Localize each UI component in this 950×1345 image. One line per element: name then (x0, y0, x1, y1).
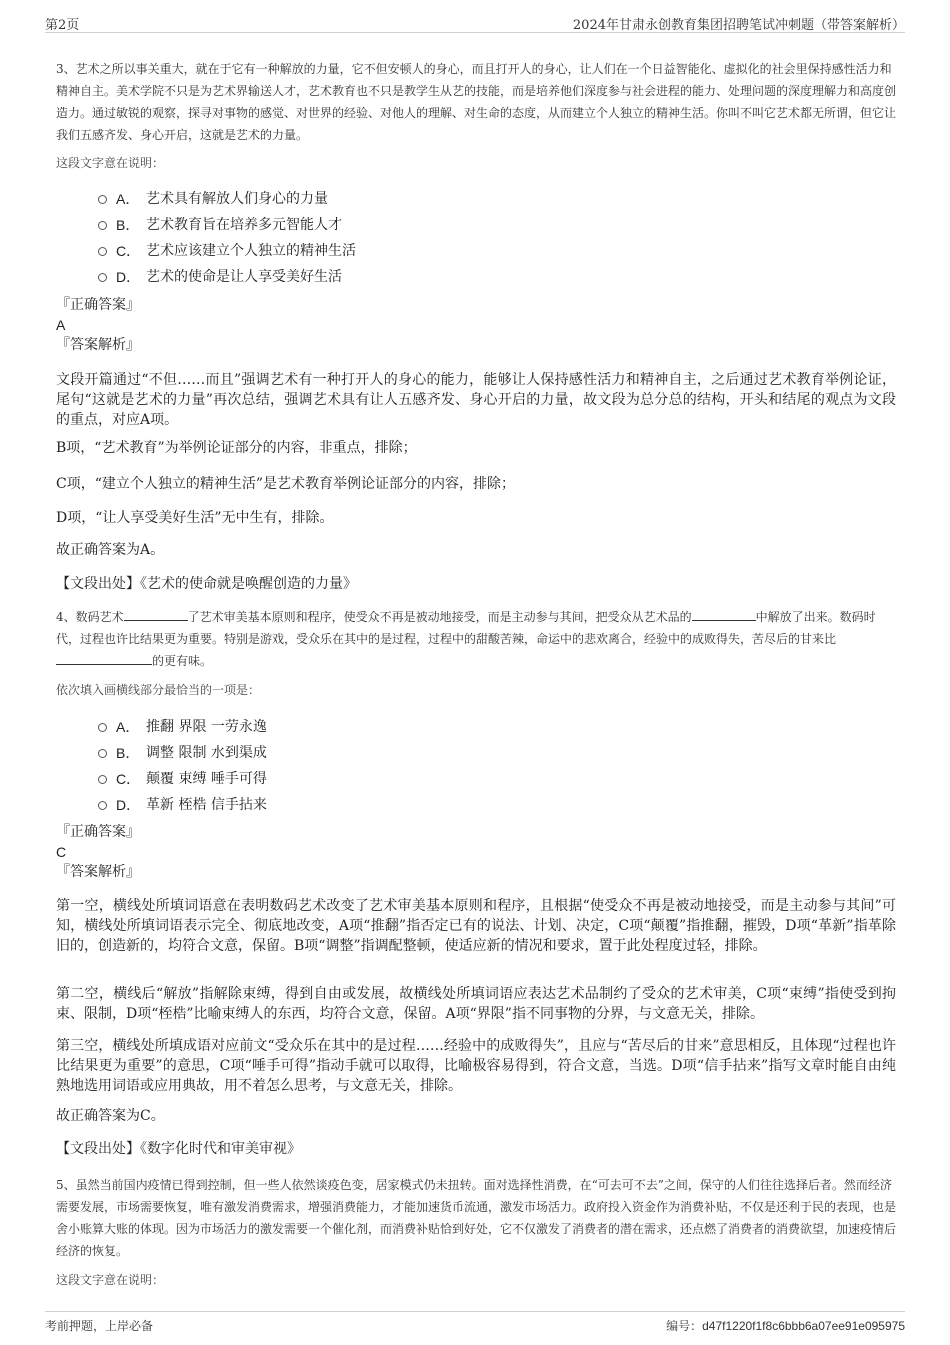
radio-button[interactable] (98, 273, 107, 282)
question-3-text: 3、艺术之所以事关重大，就在于它有一种解放的力量，它不但安顿人的身心，而且打开人的身心，让人们在一个日益智能化、虚拟化的社会里保持感性活力和精神自主。美术学院不只是为艺术界输送人才，艺术教育也不只是教学生从艺的技能，而是培养他们深度参与社会进程的能力、处理问题的深度理解力和高度创造力。通过敏锐的观察，探寻对事物的感觉、对世界的经验、对他人的理解、对生命的态度，从而建立个人独立的精神生活。你叫不叫它艺术都无所谓，但它让我们五感齐发、身心开启，这就是艺术的力量。 (56, 62, 897, 142)
question-3-analysis (56, 370, 896, 430)
radio-button[interactable] (98, 775, 107, 784)
source-citation: 【文段出处】《艺术的使命就是唤醒创造的力量》 (56, 576, 357, 592)
option-c[interactable]: C． 艺术应该建立个人独立的精神生活 (56, 238, 896, 264)
question-5-text: 5、虽然当前国内疫情已得到控制，但一些人依然谈疫色变，居家模式仍未扭转。面对选择性消费，在“可去可不去”之间，保守的人们往往选择后者。然而经济需要发展，市场需要恢复，唯有激发消费需求，增强消费能力，才能加速货币流通，激发市场活力。政府投入资金作为消费补贴，不仅是还利于民的表现，也是舍小账算大账的体现。因为市场活力的激发需要一个催化剂，而消费补贴恰到好处，它不仅激发了消费者的潜在需求，还点燃了消费者的消费欲望，加速疫情后经济的恢复。 (56, 1178, 897, 1258)
analysis-line-b (56, 438, 896, 458)
option-c[interactable]: C． 颠覆 束缚 唾手可得 (56, 766, 896, 792)
analysis-paragraph: 文段开篇通过“不但……而且”强调艺术有一种打开人的身心的能力，能够让人保持感性活力和精神自主，之后通过艺术教育举例论证，尾句“这就是艺术的力量”再次总结，强调艺术具有让人五感齐发、身心开启的力量，故文段为总分总的结构，开头和结尾的观点为文段的重点，对应A项。 (56, 372, 896, 428)
document-code: 编号：d47f1220f1f8c6bbb6a07ee91e095975 (666, 1319, 905, 1333)
footer-slogan: 考前押题，上岸必备 (45, 1319, 154, 1333)
option-b[interactable]: B． 艺术教育旨在培养多元智能人才 (56, 212, 896, 238)
radio-button[interactable] (98, 723, 107, 732)
question-4-conclusion (56, 1106, 896, 1126)
analysis-line-c (56, 474, 896, 494)
question-4-text: 4、数码艺术 了艺术审美基本原则和程序，使受众不再是被动地接受，而是主动参与其间，把受众从艺术品的 中解放了出来。数码时代，过程也许比结果更为重要。特别是游戏，受众乐在其中的是过程，过程中的甜酸苦辣，命运中的悲欢离合，经验中的成败得失，苦尽后的甘来比的更有味。 (56, 606, 896, 672)
question-4-analysis-3 (56, 1036, 896, 1096)
question-5-prompt-block (56, 1270, 896, 1290)
analysis-paragraph: D项，“让人享受美好生活”无中生有，排除。 (56, 510, 334, 526)
analysis-label: 『答案解析』 (56, 337, 140, 353)
correct-answer: C (56, 844, 67, 860)
question-4-prompt-block (56, 680, 896, 700)
question-4 (56, 606, 896, 672)
analysis-paragraph: 故正确答案为A。 (56, 542, 165, 558)
page-header (45, 10, 905, 33)
analysis-paragraph: B项，“艺术教育”为举例论证部分的内容，非重点，排除； (56, 440, 417, 456)
question-4-source-block (56, 1139, 896, 1159)
option-d[interactable]: D． 艺术的使命是让人享受美好生活 (56, 264, 896, 290)
analysis-label: 『答案解析』 (56, 864, 140, 880)
question-4-answer-block (56, 822, 896, 882)
analysis-paragraph: 第二空，横线后“解放”指解除束缚，得到自由或发展，故横线处所填词语应表达艺术品制约了受众的艺术审美，C项“束缚”指使受到拘束、限制，D项“桎梏”比喻束缚人的东西，均符合文意，保留。A项“界限”指不同事物的分界，与文意无关，排除。 (56, 986, 896, 1022)
correct-answer: A (56, 317, 66, 333)
question-4-analysis-2 (56, 984, 896, 1024)
option-b[interactable]: B． 调整 限制 水到渠成 (56, 740, 896, 766)
blank-1 (124, 606, 188, 621)
question-3-options (56, 186, 896, 290)
question-3 (56, 58, 896, 146)
option-a[interactable]: A． 推翻 界限 一劳永逸 (56, 714, 896, 740)
blank-2 (692, 606, 756, 621)
answer-label: 『正确答案』 (56, 297, 140, 313)
document-title: 2024年甘肃永创教育集团招聘笔试冲刺题（带答案解析） (572, 18, 905, 33)
radio-button[interactable] (98, 749, 107, 758)
question-3-prompt: 这段文字意在说明： (56, 156, 165, 170)
option-d[interactable]: D． 革新 桎梏 信手拈来 (56, 792, 896, 818)
analysis-paragraph: 故正确答案为C。 (56, 1108, 165, 1124)
analysis-paragraph: 第一空，横线处所填词语意在表明数码艺术改变了艺术审美基本原则和程序，且根据“使受众不再是被动地接受，而是主动参与其间”可知，横线处所填词语表示完全、彻底地改变，A项“推翻”指否定已有的说法、计划、决定，C项“颠覆”指推翻，摧毁，D项“革新”指革除旧的，创造新的，均符合文意，保留。B项“调整”指调配整顿，使适应新的情况和要求，置于此处程度过轻，排除。 (56, 898, 896, 954)
answer-label: 『正确答案』 (56, 824, 140, 840)
question-5 (56, 1174, 896, 1262)
source-citation: 【文段出处】《数字化时代和审美审视》 (56, 1141, 301, 1157)
question-3-source-block (56, 574, 896, 594)
page-number: 第2页 (45, 18, 80, 33)
question-4-analysis-1 (56, 896, 896, 956)
question-5-prompt: 这段文字意在说明： (56, 1273, 165, 1287)
radio-button[interactable] (98, 195, 107, 204)
question-3-prompt-block (56, 153, 896, 173)
blank-3 (56, 650, 152, 665)
radio-button[interactable] (98, 221, 107, 230)
analysis-line-d (56, 508, 896, 528)
question-4-prompt: 依次填入画横线部分最恰当的一项是： (56, 683, 261, 697)
question-4-options (56, 714, 896, 818)
analysis-paragraph: C项，“建立个人独立的精神生活”是艺术教育举例论证部分的内容，排除； (56, 476, 516, 492)
radio-button[interactable] (98, 801, 107, 810)
option-a[interactable]: A． 艺术具有解放人们身心的力量 (56, 186, 896, 212)
page-footer (45, 1311, 905, 1334)
analysis-conclusion (56, 540, 896, 560)
radio-button[interactable] (98, 247, 107, 256)
question-3-answer-block (56, 295, 896, 355)
analysis-paragraph: 第三空，横线处所填成语对应前文“受众乐在其中的是过程……经验中的成败得失”，且应与“苦尽后的甘来”意思相反，且体现“过程也许比结果更为重要”的意思，C项“唾手可得”指动手就可以取得，比喻极容易得到，符合文意，当选。D项“信手拈来”指写文章时能自由纯熟地选用词语或应用典故，用不着怎么思考，与文意无关，排除。 (56, 1038, 896, 1094)
